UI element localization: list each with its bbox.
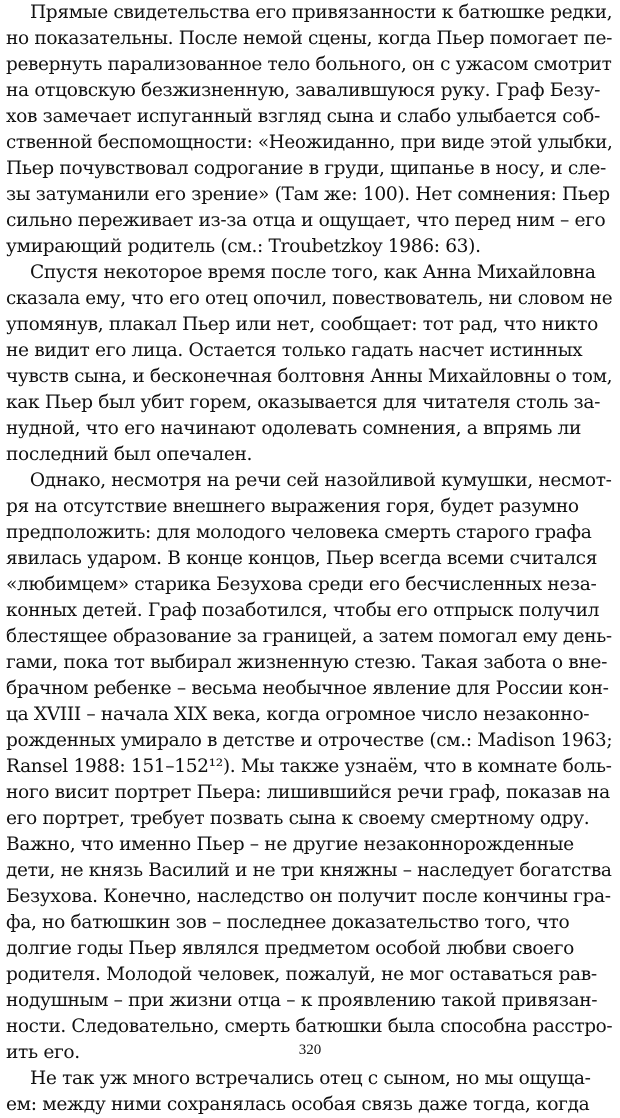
- text-line: долгие годы Пьер являлся предметом особой любви своего: [6, 938, 575, 959]
- text-line: фа, но батюшкин зов – последнее доказательство того, что: [6, 912, 570, 933]
- text-line: хов замечает испуганный взгляд сына и слабо улыбается соб-: [6, 106, 600, 127]
- text-line: его портрет, требует позвать сына к своему смертному одру.: [6, 808, 590, 829]
- text-line: Прямые свидетельства его привязанности к батюшке редки,: [29, 2, 613, 23]
- text-line: ревернуть парализованное тело больного, он с ужасом смотрит: [6, 54, 612, 75]
- text-line: родителя. Молодой человек, пожалуй, не мог оставаться рав-: [6, 964, 597, 985]
- text-line: гами, пока тот выбирал жизненную стезю. Такая забота о вне-: [6, 652, 607, 673]
- page-number: 320: [298, 1042, 322, 1058]
- text-line: ить его.: [6, 1042, 80, 1063]
- text-line: конных детей. Граф позаботился, чтобы его отпрыск получил: [6, 600, 600, 621]
- text-line: блестящее образование за границей, а затем помогал ему день-: [6, 626, 612, 647]
- text-line: зы затуманили его зрение» (Там же: 100). Нет сомнения: Пьер: [6, 184, 610, 205]
- text-line: ственной беспомощности: «Неожиданно, при виде этой улыбки,: [6, 132, 613, 153]
- text-line: Спустя некоторое время после того, как Анна Михайловна: [30, 262, 596, 283]
- text-line: Не так уж много встречались отец с сыном, но мы ощуща-: [30, 1068, 591, 1089]
- text-line: чувств сына, и бесконечная болтовня Анны Михайловны о том,: [6, 366, 613, 387]
- text-line: на отцовскую безжизненную, завалившуюся руку. Граф Безу-: [6, 80, 601, 101]
- text-line: как Пьер был убит горем, оказывается для читателя столь за-: [6, 392, 600, 413]
- text-line: сильно переживает из-за отца и ощущает, что перед ним – его: [6, 210, 606, 231]
- text-line: Безухова. Конечно, наследство он получит после кончины гра-: [6, 886, 611, 907]
- text-line: Пьер почувствовал содрогание в груди, щипанье в носу, и слe-: [6, 158, 606, 179]
- body-text: [6, 0, 612, 1118]
- text-line: ного висит портрет Пьера: лишившийся речи граф, показав на: [6, 782, 610, 803]
- text-line: предположить: для молодого человека смерть старого графа: [6, 522, 592, 543]
- text-line: ца XVIII – начала XIX века, когда огромное число незаконно-: [6, 704, 590, 725]
- text-line: «любимцем» старика Безухова среди его бесчисленных неза-: [6, 574, 597, 595]
- text-line: последний был опечален.: [6, 444, 253, 465]
- text-line: явилась ударом. В конце концов, Пьер всегда всеми считался: [6, 548, 598, 569]
- text-line: нудной, что его начинают одолевать сомнения, а впрямь ли: [6, 418, 582, 439]
- text-line: нодушным – при жизни отца – к проявлению такой привязан-: [6, 990, 598, 1011]
- text-line: умирающий родитель (см.: Troubetzkoy 1986: 63).: [6, 236, 481, 257]
- text-line: дети, не князь Василий и не три княжны – наследует богатства: [6, 860, 612, 881]
- text-line: не видит его лица. Остается только гадать насчет истинных: [6, 340, 583, 361]
- paragraph-3: [6, 468, 612, 1066]
- text-line: рожденных умирало в детстве и отрочестве (см.: Madison 1963;: [6, 730, 613, 751]
- paragraph-1: [6, 0, 612, 260]
- text-line: ности. Следовательно, смерть батюшки была способна расстро-: [6, 1016, 613, 1037]
- paragraph-2: [6, 260, 612, 468]
- text-line: Ransel 1988: 151–152¹²). Мы также узнаём, что в комнате боль-: [6, 756, 612, 777]
- paragraph-4: [6, 1066, 612, 1118]
- text-line: Важно, что именно Пьер – не другие незаконнорожденные: [6, 834, 574, 855]
- text-line: ря на отсутствие внешнего выражения горя, будет разумно: [6, 496, 579, 517]
- text-line: но показательны. После немой сцены, когда Пьер помогает пе-: [6, 28, 613, 49]
- text-line: сказала ему, что его отец опочил, повествователь, ни словом не: [6, 288, 613, 309]
- text-line: Однако, несмотря на речи сей назойливой кумушки, несмот-: [29, 470, 612, 491]
- text-line: ем: между ними сохранялась особая связь даже тогда, когда: [6, 1094, 590, 1115]
- text-line: упомянув, плакал Пьер или нет, сообщает: тот рад, что никто: [6, 314, 598, 335]
- text-line: брачном ребенке – весьма необычное явление для России кон-: [6, 678, 609, 699]
